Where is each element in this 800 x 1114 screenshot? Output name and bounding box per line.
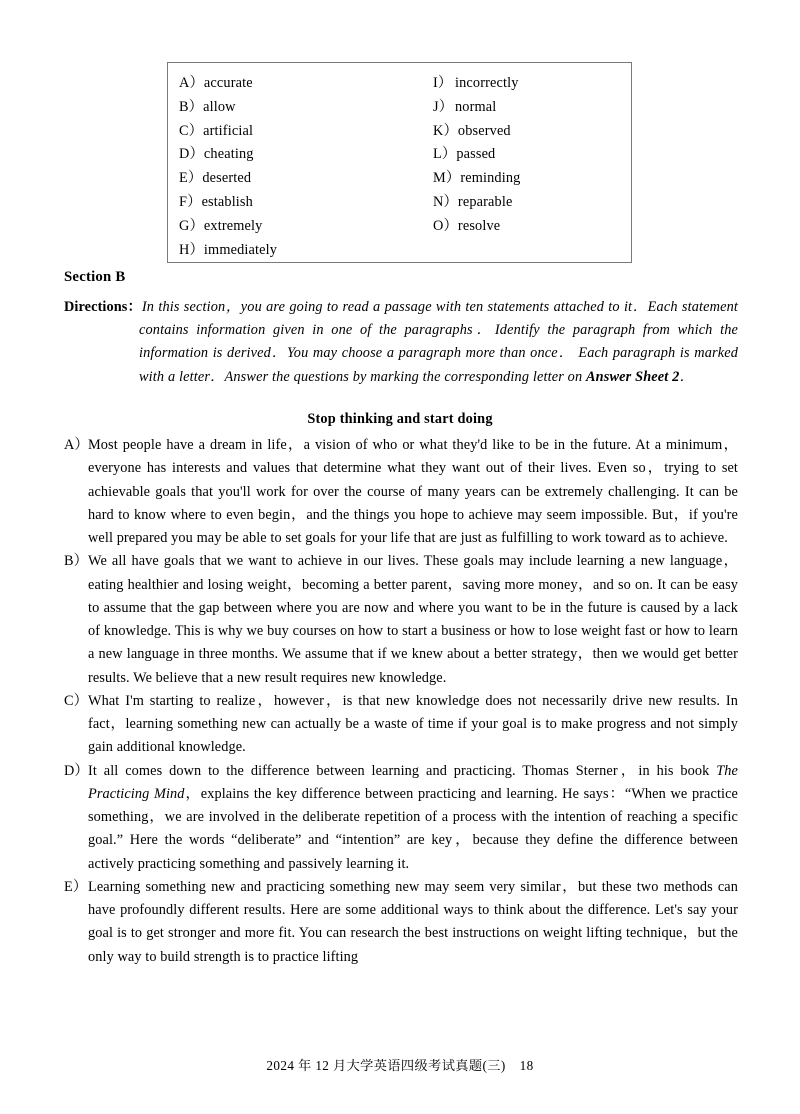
passage-paragraph [64, 550, 738, 690]
passage-paragraph [64, 690, 738, 760]
paragraph-letter: C） [64, 692, 89, 709]
word-bank-item [179, 120, 277, 144]
word-bank-letter: O） [433, 217, 458, 234]
footer-page-number: 18 [519, 1058, 534, 1073]
word-bank-letter: C） [179, 122, 204, 139]
word-bank-left-column [179, 72, 277, 262]
paragraph-text-after-title: ，explains the key difference between practicing and learning. He says：“When we practice something，we are involved in the deliberate repetition of a process with the intention of reaching a specific goal.” Here the words “deliberate” and “intention” are key，because they define the difference between actively practicing something and passively learning it. [88, 785, 738, 872]
paragraph-text: What I'm starting to realize，however，is that new knowledge does not necessarily drive new results. In fact，learning something new can actually be a waste of time if your goal is to make progress and not simply gain additional knowledge. [88, 692, 738, 756]
directions-block [64, 296, 738, 389]
paragraph-text: Most people have a dream in life，a vision of who or what they'd like to be in the future. At a minimum，everyone has interests and values that determine what they want out of their lives. Even so，trying to set achievable goals that you'll work for over the course of many years can be extremely challenging. It can be hard to know where to even begin，and the things you hope to achieve may seem impossible. But，if you're well prepared you may be able to set goals for your life that are just as fulfilling to work toward as to achieve. [88, 437, 738, 546]
word-bank-item [179, 191, 277, 215]
word-bank-word: passed [456, 146, 496, 163]
paragraph-text-before-title: It all comes down to the difference between learning and practicing. Thomas Sterner，in his book [88, 762, 717, 779]
word-bank-letter: F） [179, 193, 202, 210]
directions-label: Directions： [64, 299, 142, 315]
paragraph-letter: D） [64, 762, 89, 779]
word-bank-word: cheating [203, 146, 254, 163]
word-bank-letter: L） [433, 146, 457, 163]
word-bank-letter: K） [433, 122, 458, 139]
directions-text [139, 296, 738, 389]
word-bank-right-column [433, 72, 520, 239]
paragraph-text: We all have goals that we want to achieve in our lives. These goals may include learning a new language，eating healthier and losing weight，becoming a better parent，saving more money，and so on. It can be easy to assume that the gap between where you are now and where you want to be in the future is caused by a lack of knowledge. This is why we buy courses on how to start a business or how to lose weight fast or how to learn a new language in three months. We assume that if we knew about a better strategy，then we would get better results. We believe that a new result requires new knowledge. [88, 553, 738, 686]
word-bank-item [179, 167, 277, 191]
word-bank-item [433, 120, 520, 144]
word-bank-letter: N） [433, 193, 458, 210]
passage-paragraph [64, 876, 738, 969]
passage-paragraph [64, 760, 738, 876]
word-bank-word: resolve [457, 217, 501, 234]
word-bank-word: incorrectly [455, 75, 519, 91]
word-bank-letter: I） [433, 75, 453, 91]
passage-paragraph [64, 434, 738, 550]
directions-text-part2: ． [679, 368, 694, 385]
word-bank-item [433, 191, 520, 215]
passage-body [64, 434, 738, 969]
word-bank-letter: E） [179, 170, 203, 187]
passage-title: Stop thinking and start doing [307, 411, 493, 427]
word-bank-word: accurate [203, 75, 253, 91]
word-bank-word: normal [455, 98, 497, 115]
book-title: The Practicing Mind [88, 762, 738, 802]
word-bank-item [433, 167, 520, 191]
word-bank-word: allow [203, 98, 236, 115]
directions-text-part1: In this section，you are going to read a passage with ten statements attached to it．Each statement contains information given in one of the paragraphs．Identify the paragraph from which the information is derived．You may choose a paragraph more than once． Each paragraph is marked with a letter．Answer the questions by marking the corresponding letter on [139, 299, 738, 385]
word-bank-item [433, 96, 520, 120]
footer-exam-info: 2024 年 12 月大学英语四级考试真题(三) [266, 1058, 506, 1073]
word-bank-word: immediately [203, 241, 278, 258]
word-bank-word: observed [457, 122, 511, 139]
page-footer [0, 1055, 800, 1074]
section-heading: Section B [64, 269, 126, 285]
word-bank-item [179, 215, 277, 239]
paragraph-letter: B） [64, 553, 89, 570]
word-bank-word: extremely [203, 217, 263, 234]
word-bank-item [179, 239, 277, 263]
word-bank-item [179, 72, 277, 96]
word-bank-word: establish [201, 193, 253, 210]
word-bank-item [179, 96, 277, 120]
word-bank-word: reminding [460, 170, 521, 187]
paragraph-text: Learning something new and practicing something new may seem very similar，but these two methods can have profoundly different results. Here are some additional ways to think about the difference. Let's say your goal is to get stronger and more fit. You can research the best instructions on weight lifting technique，but the only way to build strength is to practice lifting [88, 878, 738, 965]
word-bank-letter: D） [179, 146, 204, 163]
word-bank-item [433, 215, 520, 239]
word-bank-word: artificial [203, 122, 254, 139]
word-bank-letter: H） [179, 241, 204, 258]
word-bank-item [433, 143, 520, 167]
word-bank-letter: A） [179, 75, 204, 91]
word-bank-letter: B） [179, 98, 204, 115]
word-bank-word: deserted [202, 170, 252, 187]
answer-sheet-reference: Answer Sheet 2 [585, 368, 680, 385]
word-bank-item [179, 143, 277, 167]
word-bank-letter: J） [433, 98, 454, 115]
word-bank-word: reparable [457, 193, 513, 210]
word-bank-letter: M） [433, 170, 461, 187]
paragraph-letter: A） [64, 437, 89, 453]
word-bank-box [167, 62, 632, 263]
word-bank-letter: G） [179, 217, 204, 234]
word-bank-item [433, 72, 520, 96]
paragraph-letter: E） [64, 878, 88, 895]
